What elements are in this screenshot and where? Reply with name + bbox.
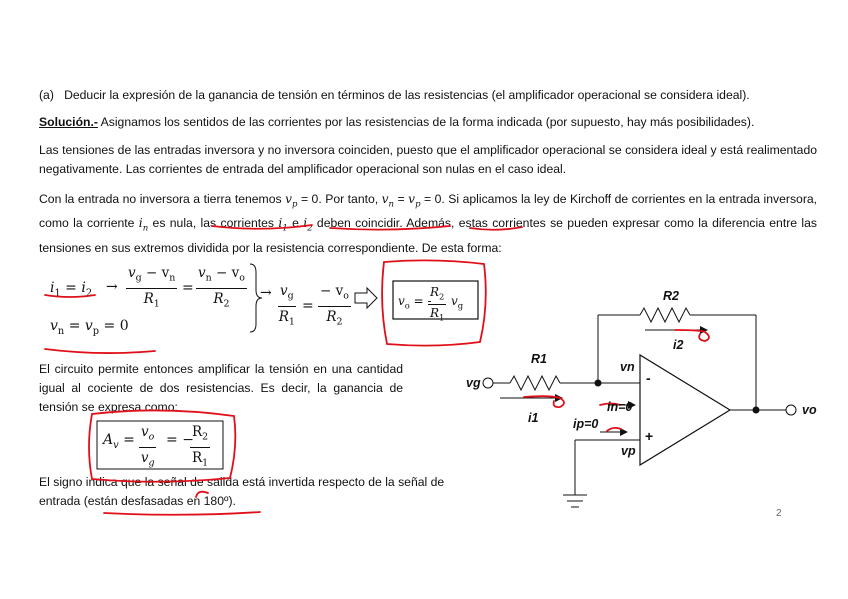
page-number: 2 <box>776 508 782 519</box>
frac-vg-over-R1: $\frac{v_g}{R_1}$ <box>278 283 295 328</box>
arrow-2: → <box>260 285 272 301</box>
label-vg: vg <box>466 376 481 390</box>
hollow-arrow-icon <box>355 288 377 308</box>
paragraph-tensiones: Las tensiones de las entradas inversora y no inversora coinciden, puesto que el amplificador operacional se considera ideal y está realimentado negativamente. Las corrientes de entrada del amplificador operacional son nulas en el caso ideal. <box>39 143 817 176</box>
frac-minus-vo-over-R2: $\frac{- v_o}{R_2}$ <box>320 283 349 328</box>
node-out <box>753 407 760 414</box>
solution-intro: Solución.- Asignamos los sentidos de las corrientes por las resistencias de la forma indicada (por supuesto, hay más posibilidades). <box>39 115 755 129</box>
opamp-plus-sign: + <box>645 428 654 444</box>
label-i1: i1 <box>528 411 539 425</box>
vg-terminal <box>483 378 493 388</box>
paragraph-circuito: El circuito permite entonces amplificar la tensión en una cantidad igual al cociente de dos resistencias. Es decir, la ganancia de tensión se expresa como: <box>39 362 403 414</box>
paragraph-signo: El signo indica que la señal de salida está invertida respecto de la señal de entrada (están desfasadas en 180º). <box>39 475 445 508</box>
gain-Av: $A_v$ = <box>103 432 135 451</box>
eq-sign-2: = <box>302 298 314 314</box>
label-R2: R2 <box>663 289 679 303</box>
frac-vn-vo-over-R2: $\frac{v_n - v_o}{R_2}$ <box>198 265 245 310</box>
opamp-minus-sign: - <box>646 370 651 386</box>
result-box <box>393 281 478 319</box>
paragraph-kirchhoff: Con la entrada no inversora a tierra tenemos $v_p = 0$. Por tanto, $v_n = v_p = 0$. Si aplicamos la ley de Kirchoff de corrientes en la entrada inversora, como la corriente $i_n$ es nula, las corrientes $i_1$ e $i_2$ deben coincidir. Además, estas corrientes se pueden expresar como la diferencia entre las tensiones en sus extremos dividida por la resistencia correspondiente. De esta forma: <box>39 192 818 255</box>
label-vo: vo <box>802 403 817 417</box>
question-a: (a) Deducir la expresión de la ganancia de tensión en términos de las resistencias (el amplificador operacional se considera ideal). <box>39 88 750 102</box>
label-vp: vp <box>621 444 636 458</box>
red-annotations <box>45 225 709 515</box>
opamp-triangle <box>640 355 730 465</box>
label-R1: R1 <box>531 352 547 366</box>
boxed-result: $v_o$ = - <box>398 294 432 311</box>
label-ip0: ip=0 <box>573 417 599 431</box>
gain-frac-vo-vg: $\frac{v_o}{v_g}$ <box>140 424 155 469</box>
gain-eq-minus: = − <box>166 432 194 448</box>
label-in0: in=0 <box>607 400 633 414</box>
arrow-1: → <box>106 279 118 295</box>
eq-vn-vp-zero: $v_n = v_p = 0$ <box>50 318 129 337</box>
eq-i1-i2: $i_1 = i_2$ <box>50 280 93 299</box>
label-vn: vn <box>620 360 635 374</box>
gain-frac-R2-R1: $\frac{R_2}{R_1}$ <box>192 424 209 469</box>
gain-box <box>97 421 223 469</box>
frac-vg-vn-over-R1: $\frac{v_g - v_n}{R_1}$ <box>128 265 176 310</box>
eq-sign-1: = <box>182 280 194 296</box>
vo-terminal <box>786 405 796 415</box>
label-i2: i2 <box>673 338 684 352</box>
boxed-frac-R2-R1: $\frac{R_2}{R_1}$ <box>430 285 445 323</box>
boxed-vg: $v_g$ <box>451 294 464 311</box>
